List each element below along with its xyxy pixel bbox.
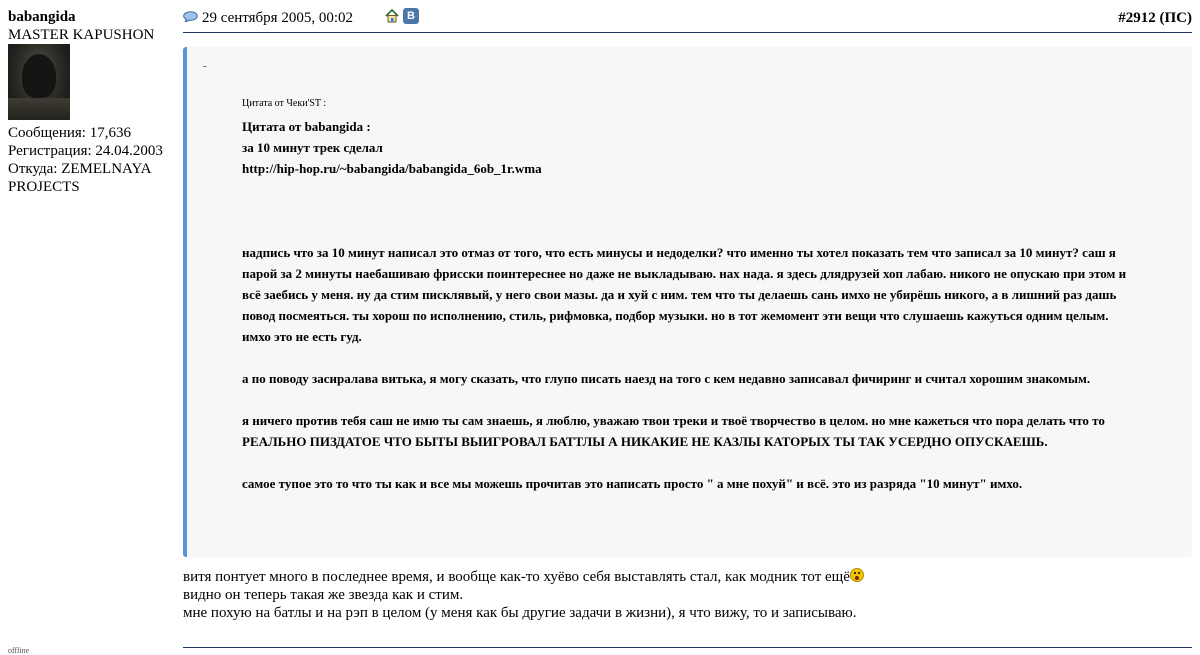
user-registration-date: Регистрация: 24.04.2003 [8, 143, 163, 159]
quote-dash: - [203, 60, 207, 72]
quote-paragraph-4: самое тупое это то что ты как и все мы можешь прочитав это написать просто " а мне похуй" и всё. это из разряда "10 минут" имхо. [242, 476, 1023, 491]
quote-paragraph-3: я ничего против тебя саш не имю ты сам знаешь, я люблю, уважаю твои треки и твоё творчество в целом. но мне кажеться что пора делать что то РЕАЛЬНО ПИЗДАТОЕ ЧТО БЫТЫ ВЫИГРОВАЛ БАТТЛЫ А НИКАКИЕ НЕ КАЗЛЫ КАТОРЫХ ТЫ ТАК УСЕРДНО ОПУСКАЕШЬ. [242, 413, 1105, 449]
post-number[interactable] [1118, 10, 1192, 27]
post-number-value[interactable]: #2912 [1118, 10, 1156, 26]
post-date: 29 сентября 2005, 00:02 [202, 10, 353, 26]
post-header [183, 8, 1192, 33]
quote-block [183, 47, 1192, 557]
vk-icon[interactable]: B [403, 8, 419, 24]
post-body [183, 568, 1192, 622]
reply-line-1-text: витя понтует много в последнее время, и вообще как-то хуёво себя выставлять стал, как модник тот ещё [183, 569, 850, 585]
surprised-smiley-icon [850, 568, 864, 582]
reply-line-1 [183, 568, 1192, 586]
quote-paragraph-2: а по поводу засиралава витька, я могу сказать, что глупо писать наезд на того с кем недавно записавал фичиринг и считал хорошим знакомым. [242, 371, 1091, 386]
quote-source: Цитата от Чеки'ST : [242, 98, 327, 109]
home-icon[interactable] [384, 8, 400, 24]
user-title: MASTER KAPUSHON [8, 27, 155, 43]
nested-quote-line: за 10 минут трек сделал [242, 140, 383, 155]
user-location-line1: Откуда: ZEMELNAYA [8, 161, 152, 177]
username-link[interactable]: babangida [8, 9, 76, 25]
nested-quote-title: Цитата от babangida : [242, 119, 371, 134]
reply-line-3: мне похую на батлы и на рэп в целом (у меня как бы другие задачи в жизни), я что вижу, то и записываю. [183, 605, 857, 621]
reply-line-2: видно он теперь такая же звезда как и стим. [183, 587, 464, 603]
user-location-line2: PROJECTS [8, 179, 80, 195]
user-message-count: Сообщения: 17,636 [8, 125, 131, 141]
post-number-suffix: (ПС) [1155, 10, 1192, 26]
comment-bubble-icon [183, 11, 198, 22]
quote-paragraph-1: надпись что за 10 минут написал это отмаз от того, что есть минусы и недоделки? что именно ты хотел показать тем что записал за 10 минут? саш я парой за 2 минуты наебашиваю фрисски поинтереснее но даже не выкладываю. нах нада. я здесь длядрузей хоп лабаю. никого не опускаю при этом и всё заебись у меня. ну да стим писклявый, у него свои мазы. да и хуй с ним. тем что ты делаешь сань имхо не убирёшь никого, а в лишний раз дашь повод посмеяться. ты хорош по исполнению, стиль, рифмовка, подбор музыки. но в тот жемомент эти вещи что слушаешь кажуться одним целым. имхо это не есть гуд. [242, 245, 1127, 344]
user-location [8, 160, 178, 196]
post-divider [183, 647, 1192, 648]
quote-content [242, 98, 1137, 494]
nested-quote-link[interactable]: http://hip-hop.ru/~babangida/babangida_6ob_1r.wma [242, 161, 542, 176]
avatar[interactable] [8, 44, 70, 120]
user-status: offline [8, 646, 30, 655]
user-info-panel [8, 8, 178, 196]
